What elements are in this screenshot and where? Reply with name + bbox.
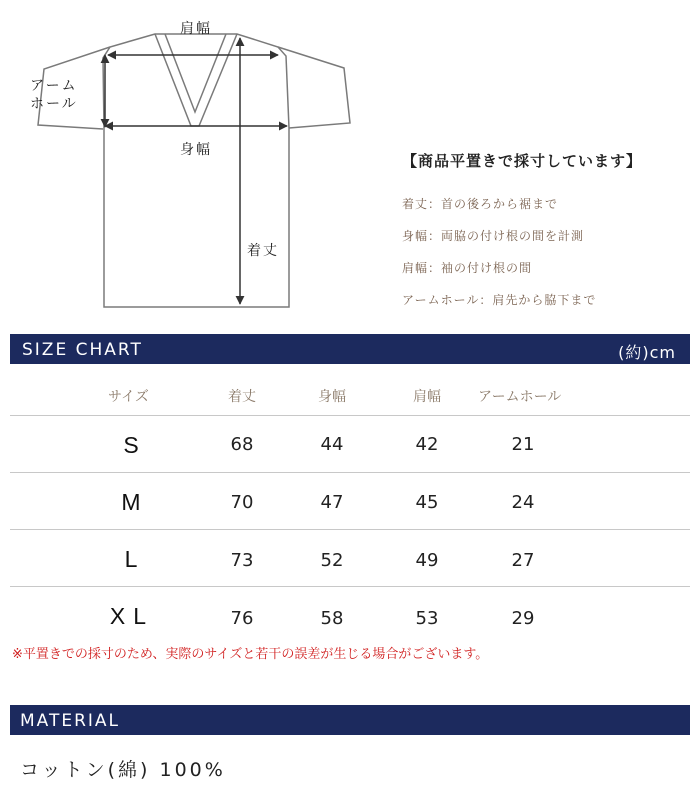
chest-width-label: 身幅 — [180, 142, 212, 158]
value-armhole-xl: 29 — [511, 608, 535, 629]
material-header-bar — [10, 705, 690, 735]
size-xl: XL — [109, 603, 155, 629]
value-shoulder-xl: 53 — [415, 608, 439, 629]
length-label: 着丈 — [247, 243, 279, 259]
measurement-notes — [402, 150, 692, 323]
size-chart-header-bar — [10, 334, 690, 364]
value-length-s: 68 — [230, 434, 254, 455]
size-chart-title: SIZE CHART — [22, 340, 143, 360]
row-divider — [10, 472, 690, 473]
header-length: 着丈 — [228, 389, 256, 405]
material-title: MATERIAL — [20, 711, 121, 731]
armhole-label-line1: アーム — [30, 78, 78, 94]
value-armhole-m: 24 — [511, 492, 535, 513]
value-length-xl: 76 — [230, 608, 254, 629]
size-l: L — [124, 546, 140, 572]
value-length-m: 70 — [230, 492, 254, 513]
row-divider — [10, 529, 690, 530]
note-shoulder: 肩幅：袖の付け根の間 — [402, 261, 533, 275]
note-chest: 身幅：両脇の付け根の間を計測 — [402, 229, 585, 243]
note-length: 着丈：首の後ろから裾まで — [402, 197, 559, 211]
tshirt-outline — [103, 34, 289, 307]
size-chart-unit: (約)cm — [618, 343, 676, 362]
shoulder-width-label: 肩幅 — [180, 21, 212, 37]
value-chest-s: 44 — [320, 434, 344, 455]
armhole-label-line2: ホール — [30, 96, 78, 112]
header-shoulder: 肩幅 — [413, 389, 441, 405]
row-divider — [10, 586, 690, 587]
header-armhole: アームホール — [478, 389, 562, 405]
value-chest-m: 47 — [320, 492, 344, 513]
material-value: コットン(綿) 100% — [20, 759, 226, 781]
value-chest-xl: 58 — [320, 608, 344, 629]
notes-title: 【商品平置きで採寸しています】 — [402, 152, 643, 170]
v-neck — [155, 34, 237, 126]
row-divider — [10, 415, 690, 416]
tshirt-measurement-diagram — [0, 0, 360, 320]
header-chest: 身幅 — [318, 389, 346, 405]
size-s: S — [123, 432, 141, 458]
note-armhole: アームホール：肩先から脇下まで — [402, 293, 597, 307]
value-shoulder-l: 49 — [415, 550, 439, 571]
header-size: サイズ — [108, 389, 149, 405]
value-length-l: 73 — [230, 550, 254, 571]
size-m: M — [121, 489, 143, 515]
value-shoulder-m: 45 — [415, 492, 439, 513]
value-shoulder-s: 42 — [415, 434, 439, 455]
value-armhole-s: 21 — [511, 434, 535, 455]
value-armhole-l: 27 — [511, 550, 535, 571]
value-chest-l: 52 — [320, 550, 344, 571]
measurement-caution: ※平置きでの採寸のため、実際のサイズと若干の誤差が生じる場合がございます。 — [12, 647, 489, 662]
